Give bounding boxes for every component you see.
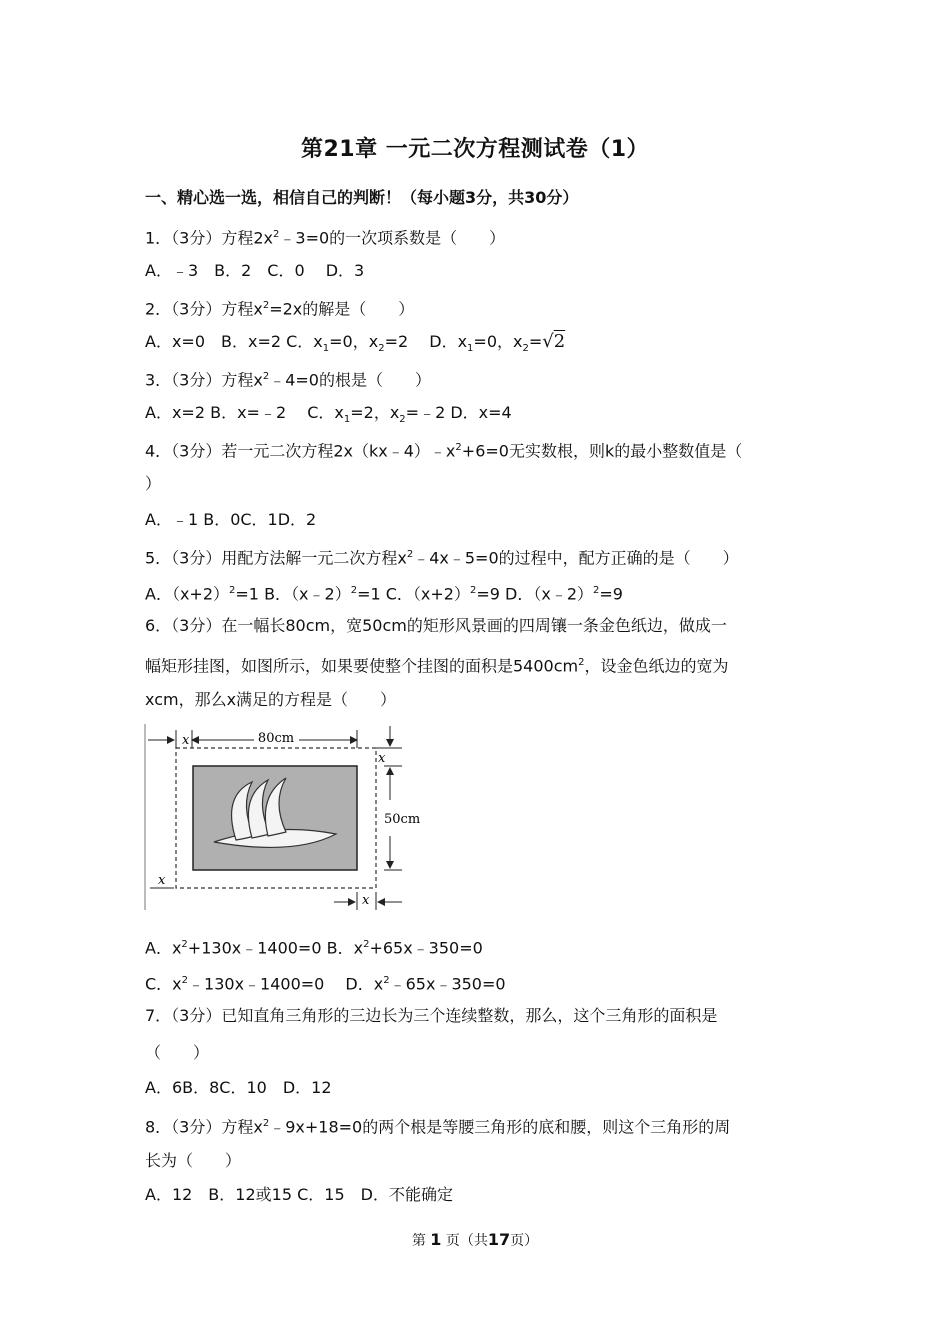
question-6-line-3: xcm，那么x满足的方程是（ ） — [145, 690, 397, 709]
x-label-left: x — [158, 873, 166, 888]
question-4-stem: 4．（3分）若一元二次方程$2x(kx﹣4)﹣x^2+6=0$无实数根，则k的最小整数值是（ — [145, 441, 743, 461]
question-7-options: A．6B．8C．10 D．12 — [145, 1078, 332, 1097]
page-footer: 第 1 页（共17页） — [411, 1230, 539, 1249]
question-2-options: A．x=0 B．x=2 C．$x_1=0$，$x_2=2$ D．$x_1=0$，$x_2=√2$ — [145, 331, 566, 355]
question-8-line-2: 长为（ ） — [145, 1151, 242, 1170]
frame-diagram — [144, 722, 421, 912]
question-2-stem: 2．（3分）方程$x^2=2x$的解是（ ） — [145, 299, 415, 319]
question-6-line-2: 幅矩形挂图，如图所示，如果要使整个挂图的面积是$5400cm^2$，设金色纸边的宽为 — [145, 656, 729, 676]
question-6-line-1: 6．（3分）在一幅长80cm，宽50cm的矩形风景画的四周镶一条金色纸边，做成一 — [145, 616, 727, 635]
sqrt-symbol: √2 — [542, 331, 566, 352]
page-title: 第21章 一元二次方程测试卷（1） — [300, 137, 650, 162]
question-4-options: A．﹣1 B．0C．1D．2 — [145, 510, 317, 529]
question-3-options: A．x=2 B．x=﹣2 C．$x_1=2$，$x_2=﹣2$ D．x=4 — [145, 403, 512, 426]
question-5-options: A．$(x+2)^2=1$ B．（x﹣2）$^2$=1 C．$(x+2)^2=9$ D．（x﹣2）$^2$=9 — [145, 584, 623, 604]
question-7-line-2: （ ） — [145, 1043, 210, 1062]
question-3-stem: 3．（3分）方程$x^2﹣4=0$的根是（ ） — [145, 370, 431, 390]
question-8-line-1: 8．（3分）方程$x^2﹣9x+18=0$的两个根是等腰三角形的底和腰，则这个三角形的周 — [145, 1117, 731, 1137]
x-label-bottom: x — [362, 893, 370, 908]
question-6-options-ab: A．$x^2+130x﹣1400=0$ B．$x^2+65x﹣350=0$ — [145, 938, 483, 958]
height-label: 50cm — [384, 812, 421, 827]
x-label-right: x — [378, 751, 386, 766]
section-heading: 一、精心选一选，相信自己的判断！（每小题3分，共30分） — [145, 188, 579, 207]
question-4-stem-cont: ） — [145, 474, 162, 493]
question-1-stem: 1．（3分）方程$2x^2﹣3=0$的一次项系数是（ ） — [145, 228, 506, 248]
question-5-stem: 5．（3分）用配方法解一元二次方程$x^2﹣4x﹣5=0$的过程中，配方正确的是（ ） — [145, 548, 739, 568]
question-6-options-cd: C．$x^2﹣130x﹣1400=0$ D．$x^2﹣65x﹣350=0$ — [145, 974, 506, 994]
question-7-line-1: 7．（3分）已知直角三角形的三边长为三个连续整数，那么，这个三角形的面积是 — [145, 1006, 718, 1025]
x-label-top: x — [182, 733, 190, 748]
question-1-options: A．﹣3 B．2 C．0 D．3 — [145, 261, 365, 280]
question-8-options: A．12 B．12或15 C．15 D．不能确定 — [145, 1185, 453, 1204]
width-label: 80cm — [257, 731, 295, 746]
